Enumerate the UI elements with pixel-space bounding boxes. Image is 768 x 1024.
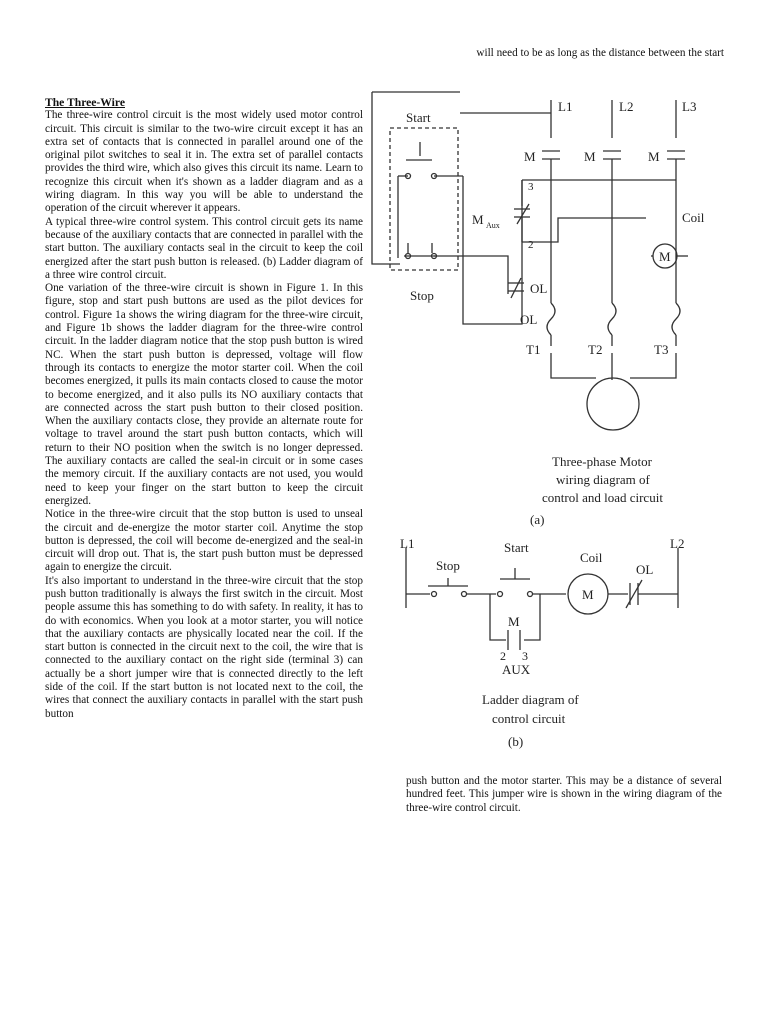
circuit-figure	[368, 78, 720, 768]
left-column	[45, 96, 363, 721]
ladder-coil: Coil	[580, 550, 603, 565]
section-heading: The Three-Wire	[45, 96, 125, 109]
main-contact-m1: M	[524, 149, 536, 164]
caption-b-2: control circuit	[492, 711, 566, 726]
ladder-coil-m: M	[582, 587, 594, 602]
ladder-aux: AUX	[502, 662, 531, 677]
caption-a-3: control and load circuit	[542, 490, 663, 505]
l1-label: L1	[558, 99, 573, 114]
ol-heater-label: OL	[520, 312, 538, 327]
ladder-ol: OL	[636, 562, 654, 577]
continuation-line: will need to be as long as the distance between the start	[476, 47, 724, 59]
figure-label-a: (a)	[530, 512, 545, 527]
paragraph-2: A typical three-wire control system. This control circuit gets its name because of the auxiliary contacts that are connected in parallel with the start button. The auxiliary contacts seal in the circuit to keep the coil energized after the start push button is released. (b) Ladder diagram of a three wire control circuit.	[45, 215, 363, 281]
paragraph-5: It's also important to understand in the three-wire circuit that the stop push button traditionally is always the first switch in the circuit. Most people assume this has something to do with safety. In reality, it has to do with economics. When you look at a motor starter, you will notice that the auxiliary contacts are physically located near the coil. If the start button is connected in the circuit next to the coil, the wire that is connected to the auxiliary contact on the right side (terminal 3) can actually be a short jumper wire that is connected directly to the left side of the coil. If the start button is not located next to the coil, the wires that connect the auxiliary contacts in parallel with the start push button	[45, 574, 363, 720]
coil-label: Coil	[682, 210, 705, 225]
terminal-3: 3	[528, 181, 534, 193]
start-label: Start	[406, 110, 431, 125]
ladder-m: M	[508, 614, 520, 629]
t3-label: T3	[654, 342, 669, 357]
ladder-terminal-2: 2	[500, 649, 506, 663]
main-contact-m2: M	[584, 149, 596, 164]
caption-a-1: Three-phase Motor	[552, 454, 652, 469]
paragraph-4: Notice in the three-wire circuit that the stop button is used to unseal the circuit and de-energize the motor starter coil. Anytime the stop button is depressed, the coil will become de-energized and the seal-in circuit will drop out. That is, the start push button must be depressed again to energize the circuit.	[45, 508, 363, 574]
ladder-terminal-3: 3	[522, 649, 528, 663]
ladder-l1: L1	[400, 536, 415, 551]
t2-label: T2	[588, 342, 603, 357]
figure-label-b: (b)	[508, 734, 524, 749]
coil-m: M	[659, 249, 671, 264]
aux-subscript: Aux	[486, 221, 500, 230]
main-contact-m3: M	[648, 149, 660, 164]
ladder-start: Start	[504, 540, 529, 555]
l3-label: L3	[682, 99, 697, 114]
ladder-l2: L2	[670, 536, 685, 551]
l2-label: L2	[619, 99, 634, 114]
terminal-2: 2	[528, 239, 534, 251]
stop-label: Stop	[410, 288, 434, 303]
ladder-stop: Stop	[436, 558, 460, 573]
paragraph-3: One variation of the three-wire circuit is shown in Figure 1. In this figure, stop and start push buttons are used as the pilot devices for control. Figure 1a shows the wiring diagram for the three-wire circuit, and Figure 1b shows the ladder diagram for the three-wire control circuit. In the ladder diagram notice that the stop push button is wired NC. When the start push button is depressed, voltage will flow through its contacts to energize the motor starter coil. When the coil becomes energized, it pulls its main contacts closed to cause the motor to become energized, and it also pulls its NO auxiliary contacts that are connected across the start push button to their closed position. When the auxiliary contacts close, they provide an alternate route for voltage to travel around the start push button contacts, which will return to their NO position when the switch is no longer depressed. The auxiliary contacts are called the seal-in circuit or in some cases the memory circuit. If the auxiliary contacts are not used, you would need to keep your finger on the start button to keep the circuit energized.	[45, 282, 363, 507]
t1-label: T1	[526, 342, 541, 357]
aux-contact-label: M	[472, 212, 484, 227]
right-column	[406, 775, 722, 815]
caption-a-2: wiring diagram of	[556, 472, 650, 487]
paragraph-6: push button and the motor starter. This may be a distance of several hundred feet. This jumper wire is shown in the wiring diagram of the three-wire control circuit.	[406, 775, 722, 814]
ol-control-label: OL	[530, 281, 548, 296]
paragraph-1: The three-wire control circuit is the most widely used motor control circuit. This circuit is similar to the two-wire circuit except it has an extra set of contacts that is connected in parallel around one of the original pilot switches to seal it in. The extra set of parallel contacts provides the third wire, which also gives this circuit its name. Learn to recognize this circuit when it's shown as a ladder diagram and as a wiring diagram. In this way you will be able to understand the operation of the circuit wherever it appears.	[45, 109, 363, 215]
caption-b-1: Ladder diagram of	[482, 692, 579, 707]
